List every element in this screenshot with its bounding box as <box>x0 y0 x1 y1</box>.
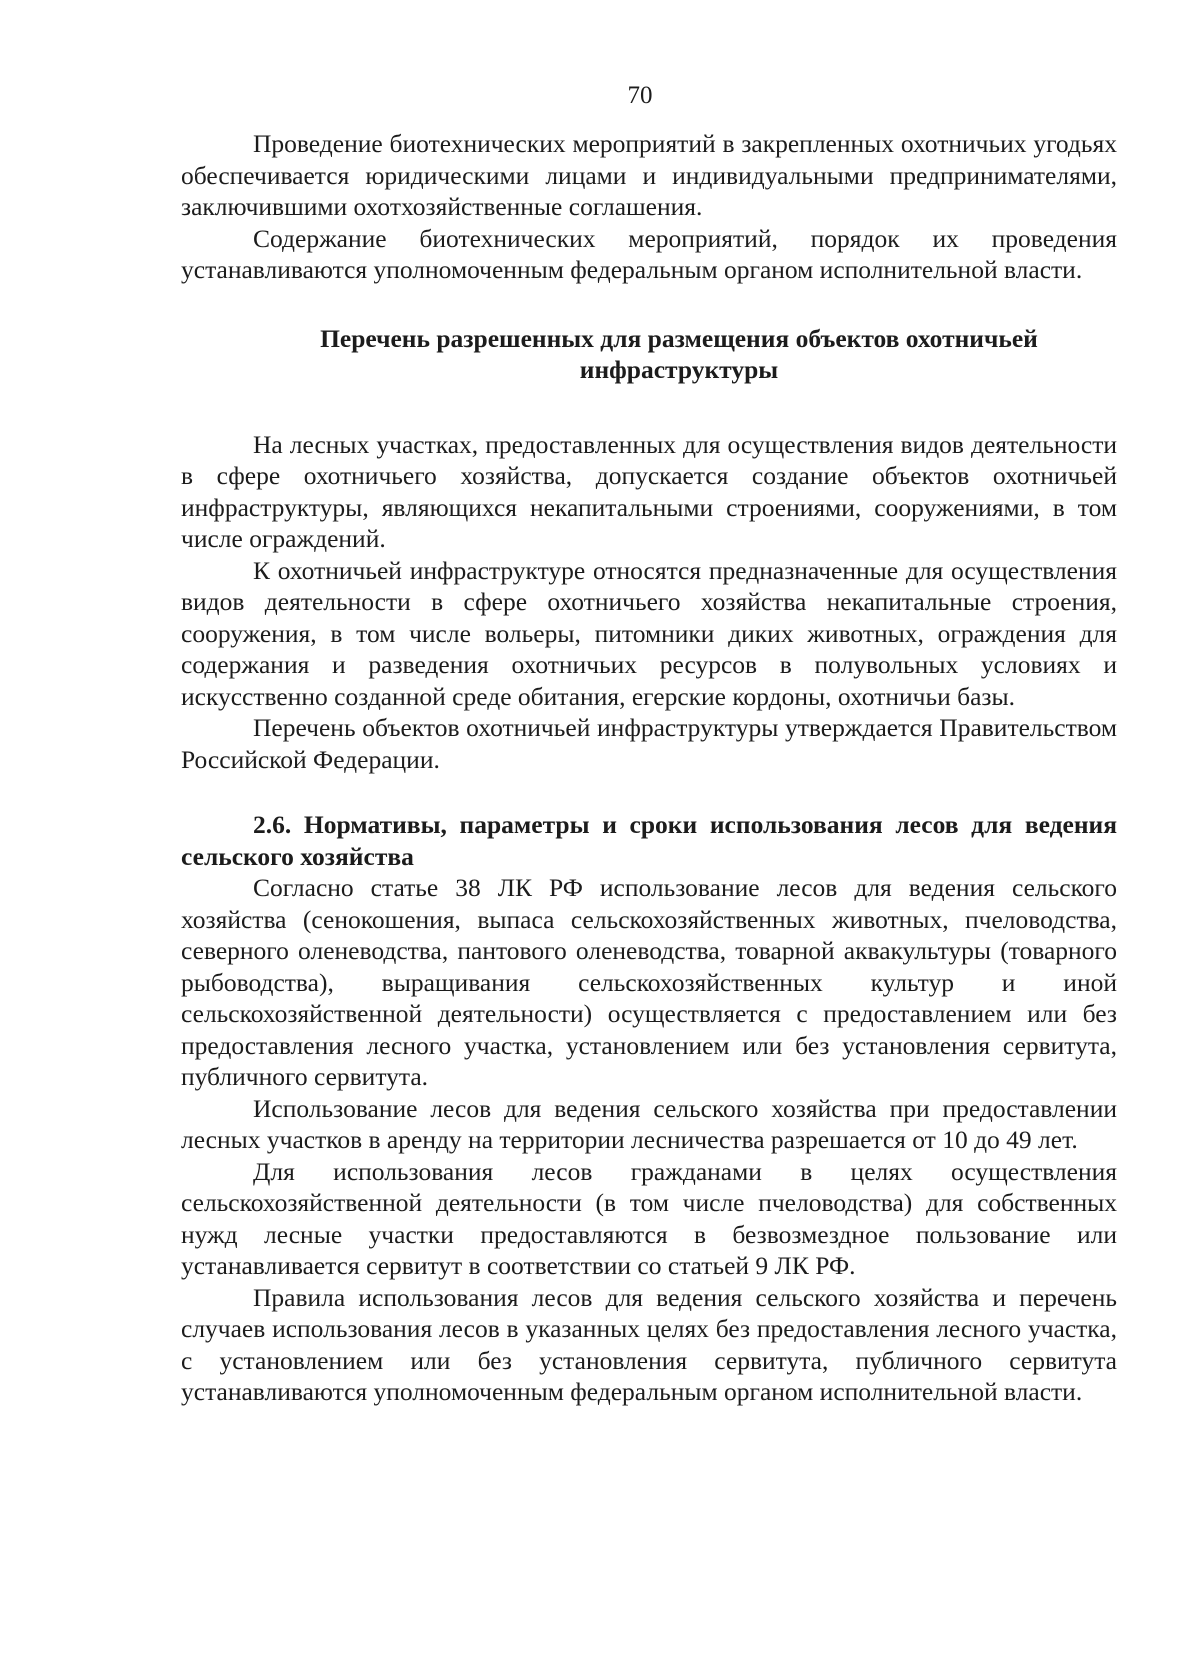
agriculture-paragraph: Согласно статье 38 ЛК РФ использование лесов для ведения сельского хозяйства (сенокошения, выпаса сельскохозяйственных животных, пчеловодства, северного оленеводства, пантового оленеводства, товарной аквакультуры (товарного рыбоводства), выращивания сельскохозяйственных культур и иной сельскохозяйственной деятельности) осуществляется с предоставлением или без предоставления лесного участка, установлением или без установления сервитута, публичного сервитута. <box>181 873 1117 1091</box>
agriculture-paragraph: Правила использования лесов для ведения сельского хозяйства и перечень случаев использования лесов в указанных целях без предоставления лесного участка, с установлением или без установления сервитута, публичного сервитута устанавливаются уполномоченным федеральным органом исполнительной власти. <box>181 1282 1117 1406</box>
spacer <box>181 775 1117 809</box>
spacer <box>181 386 1117 429</box>
infrastructure-paragraph: К охотничьей инфраструктуре относятся предназначенные для осуществления видов деятельности в сфере охотничьего хозяйства некапитальные строения, сооружения, в том числе вольеры, питомники диких животных, ограждения для содержания и разведения охотничьих ресурсов в полувольных условиях и искусственно созданной среде обитания, егерские кордоны, охотничьи базы. <box>181 555 1117 711</box>
agriculture-paragraph: Использование лесов для ведения сельского хозяйства при предоставлении лесных участков в аренду на территории лесничества разрешается от 10 до 49 лет. <box>181 1093 1117 1154</box>
agriculture-section-heading: 2.6. Нормативы, параметры и сроки использования лесов для ведения сельского хозяйства <box>181 810 1117 871</box>
infrastructure-paragraph: На лесных участках, предоставленных для осуществления видов деятельности в сфере охотничьего хозяйства, допускается создание объектов охотничьей инфраструктуры, являющихся некапитальными строениями, сооружениями, в том числе ограждений. <box>181 429 1117 553</box>
spacer <box>181 286 1117 323</box>
infrastructure-heading: Перечень разрешенных для размещения объектов охотничьей инфраструктуры <box>320 323 1038 384</box>
agriculture-paragraph: Для использования лесов гражданами в целях осуществления сельскохозяйственной деятельности (в том числе пчеловодства) для собственных нужд лесные участки предоставляются в безвозмездное пользование или устанавливается сервитут в соответствии со статьей 9 ЛК РФ. <box>181 1156 1117 1280</box>
intro-paragraph: Содержание биотехнических мероприятий, порядок их проведения устанавливаются уполномоченным федеральным органом исполнительной власти. <box>181 223 1117 284</box>
intro-paragraph: Проведение биотехнических мероприятий в закрепленных охотничьих угодьях обеспечивается юридическими лицами и индивидуальными предпринимателями, заключившими охотхозяйственные соглашения. <box>181 129 1117 221</box>
page-number: 70 <box>627 82 653 109</box>
infrastructure-paragraph: Перечень объектов охотничьей инфраструктуры утверждается Правительством Российской Федерации. <box>181 713 1117 774</box>
page-content <box>181 128 1117 1408</box>
